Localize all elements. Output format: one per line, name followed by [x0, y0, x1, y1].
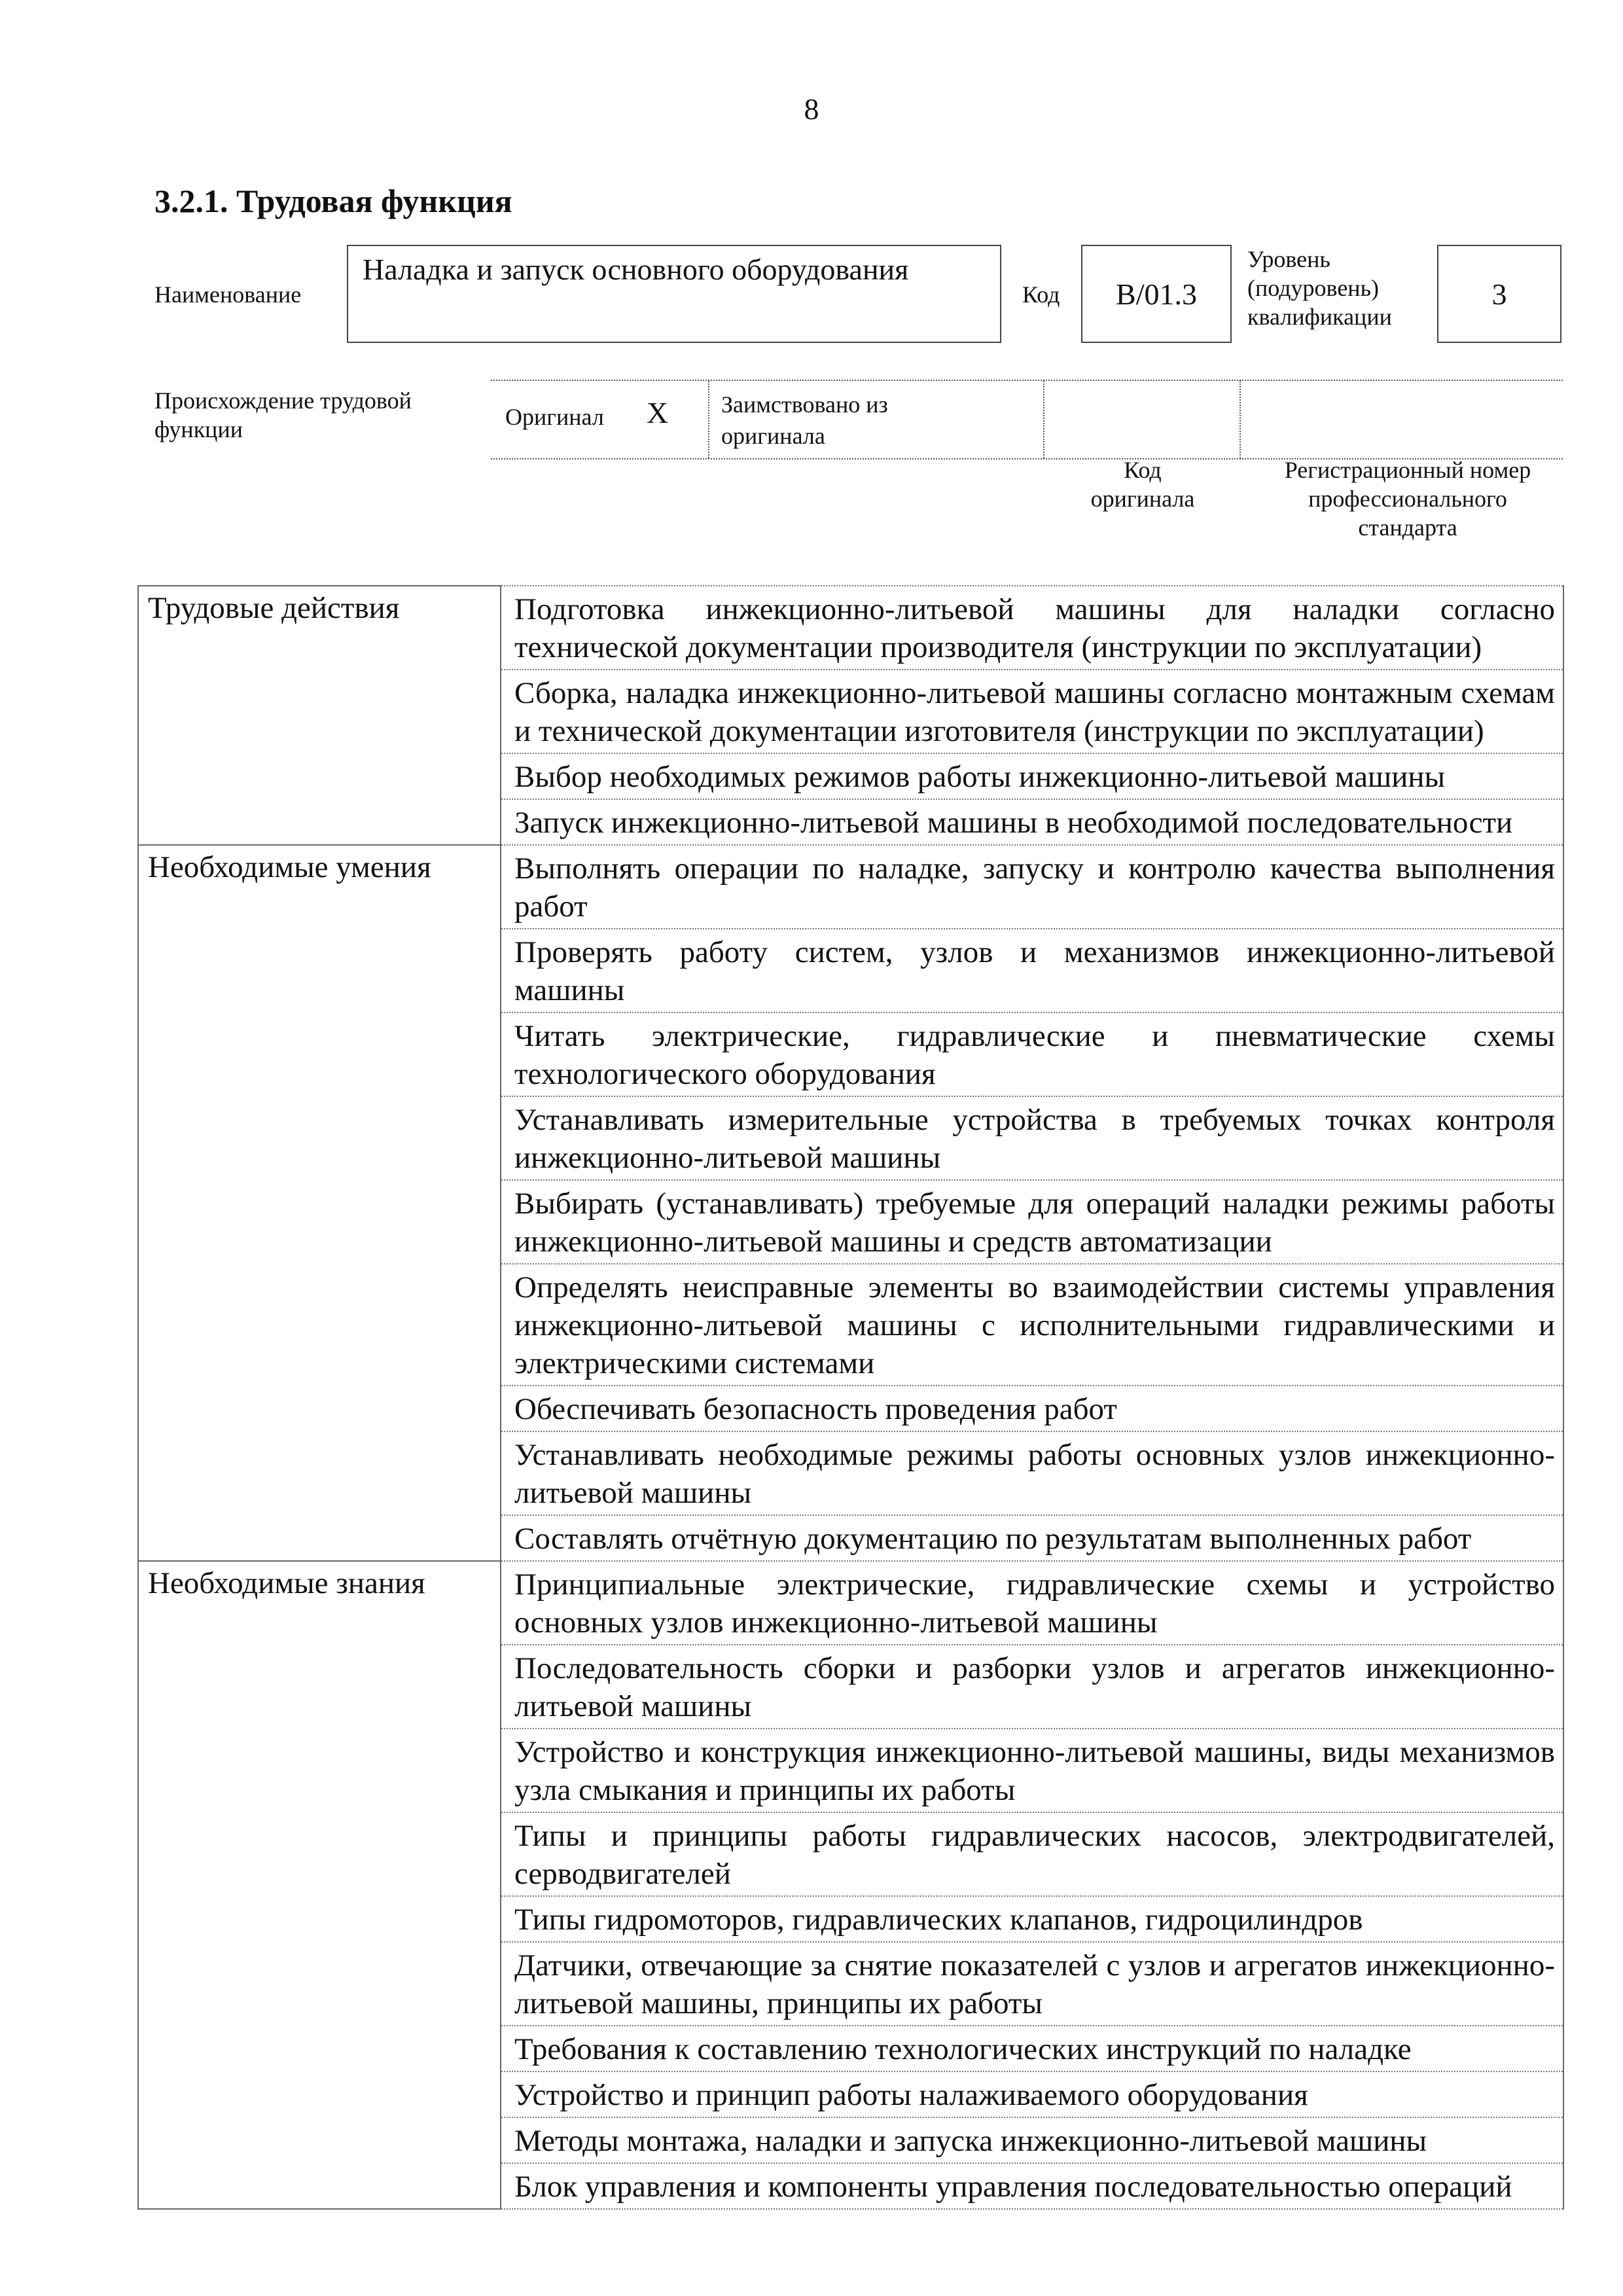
caption-reg-number [1247, 456, 1568, 542]
code-value: B/01.3 [1081, 245, 1232, 343]
table-cell: Выбирать (устанавливать) требуемые для операций наладки режимы работы инжекционно-литьевой машины и средств автоматизации [501, 1180, 1563, 1264]
name-value: Наладка и запуск основного оборудования [347, 245, 1001, 343]
category-actions: Трудовые действия [138, 586, 501, 845]
table-cell: Требования к составлению технологических инструкций по наладке [501, 2026, 1563, 2072]
table-cell: Читать электрические, гидравлические и пневматические схемы технологического оборудования [501, 1013, 1563, 1096]
code-label: Код [1022, 281, 1060, 308]
table-cell: Блок управления и компоненты управления последовательностью операций [501, 2163, 1563, 2209]
table-cell: Принципиальные электрические, гидравлические схемы и устройство основных узлов инжекционно-литьевой машины [501, 1561, 1563, 1645]
section-title: 3.2.1. Трудовая функция [154, 183, 512, 219]
borrowed-label-line: Заимствовано из [721, 391, 888, 418]
origin-label [154, 386, 482, 444]
table-cell: Датчики, отвечающие за снятие показателей с узлов и агрегатов инжекционно-литьевой машины, принципы их работы [501, 1942, 1563, 2026]
table-cell: Методы монтажа, наладки и запуска инжекционно-литьевой машины [501, 2117, 1563, 2163]
table-cell: Выполнять операции по наладке, запуску и контролю качества выполнения работ [501, 845, 1563, 929]
level-label-line: квалификации [1247, 304, 1392, 330]
origin-reg-cell [1241, 381, 1563, 458]
name-label: Наименование [154, 281, 302, 308]
table-cell: Выбор необходимых режимов работы инжекционно-литьевой машины [501, 753, 1563, 799]
category-knowledge: Необходимые знания [138, 1561, 501, 2209]
original-mark: X [647, 396, 669, 429]
origin-row [491, 380, 1563, 459]
table-cell: Подготовка инжекционно-литьевой машины для наладки согласно технической документации производителя (инструкции по эксплуатации) [501, 586, 1563, 670]
table-cell: Составлять отчётную документацию по результатам выполненных работ [501, 1515, 1563, 1561]
caption-line: профессионального [1308, 486, 1507, 512]
origin-borrowed-cell [709, 381, 1044, 458]
table-cell: Типы и принципы работы гидравлических насосов, электродвигателей, серводвигателей [501, 1812, 1563, 1896]
level-value: 3 [1437, 245, 1561, 343]
caption-line: Код [1124, 457, 1162, 483]
table-row [138, 586, 1563, 670]
function-table [137, 585, 1564, 2210]
category-skills: Необходимые умения [138, 845, 501, 1561]
caption-line: Регистрационный номер [1284, 457, 1531, 483]
table-row [138, 845, 1563, 929]
table-cell: Проверять работу систем, узлов и механизмов инжекционно-литьевой машины [501, 929, 1563, 1013]
original-label: Оригинал [505, 404, 604, 430]
level-label [1247, 245, 1431, 331]
level-label-line: (подуровень) [1247, 275, 1379, 301]
page-number: 8 [804, 92, 819, 126]
table-cell: Обеспечивать безопасность проведения работ [501, 1386, 1563, 1431]
table-cell: Сборка, наладка инжекционно-литьевой машины согласно монтажным схемам и технической документации изготовителя (инструкции по эксплуатации) [501, 670, 1563, 753]
caption-line: оригинала [1090, 486, 1195, 512]
caption-line: стандарта [1358, 514, 1457, 541]
origin-label-line: Происхождение трудовой [154, 387, 412, 414]
table-row [138, 1561, 1563, 1645]
table-cell: Устанавливать измерительные устройства в требуемых точках контроля инжекционно-литьевой машины [501, 1096, 1563, 1180]
borrowed-label-line: оригинала [721, 423, 825, 449]
table-cell: Типы гидромоторов, гидравлических клапанов, гидроцилиндров [501, 1896, 1563, 1942]
table-cell: Устанавливать необходимые режимы работы основных узлов инжекционно-литьевой машины [501, 1431, 1563, 1515]
borrowed-label [721, 389, 1035, 452]
table-cell: Запуск инжекционно-литьевой машины в необходимой последовательности [501, 799, 1563, 845]
origin-original-cell [491, 381, 709, 458]
table-cell: Определять неисправные элементы во взаимодействии системы управления инжекционно-литьевой машины с исполнительными гидравлическими и электрическими системами [501, 1264, 1563, 1386]
origin-label-line: функции [154, 416, 243, 442]
table-cell: Устройство и принцип работы налаживаемого оборудования [501, 2072, 1563, 2117]
caption-original-code [1044, 456, 1241, 513]
table-cell: Последовательность сборки и разборки узлов и агрегатов инжекционно-литьевой машины [501, 1645, 1563, 1729]
table-cell: Устройство и конструкция инжекционно-литьевой машины, виды механизмов узла смыкания и принципы их работы [501, 1729, 1563, 1812]
level-label-line: Уровень [1247, 246, 1330, 272]
origin-code-cell [1044, 381, 1241, 458]
